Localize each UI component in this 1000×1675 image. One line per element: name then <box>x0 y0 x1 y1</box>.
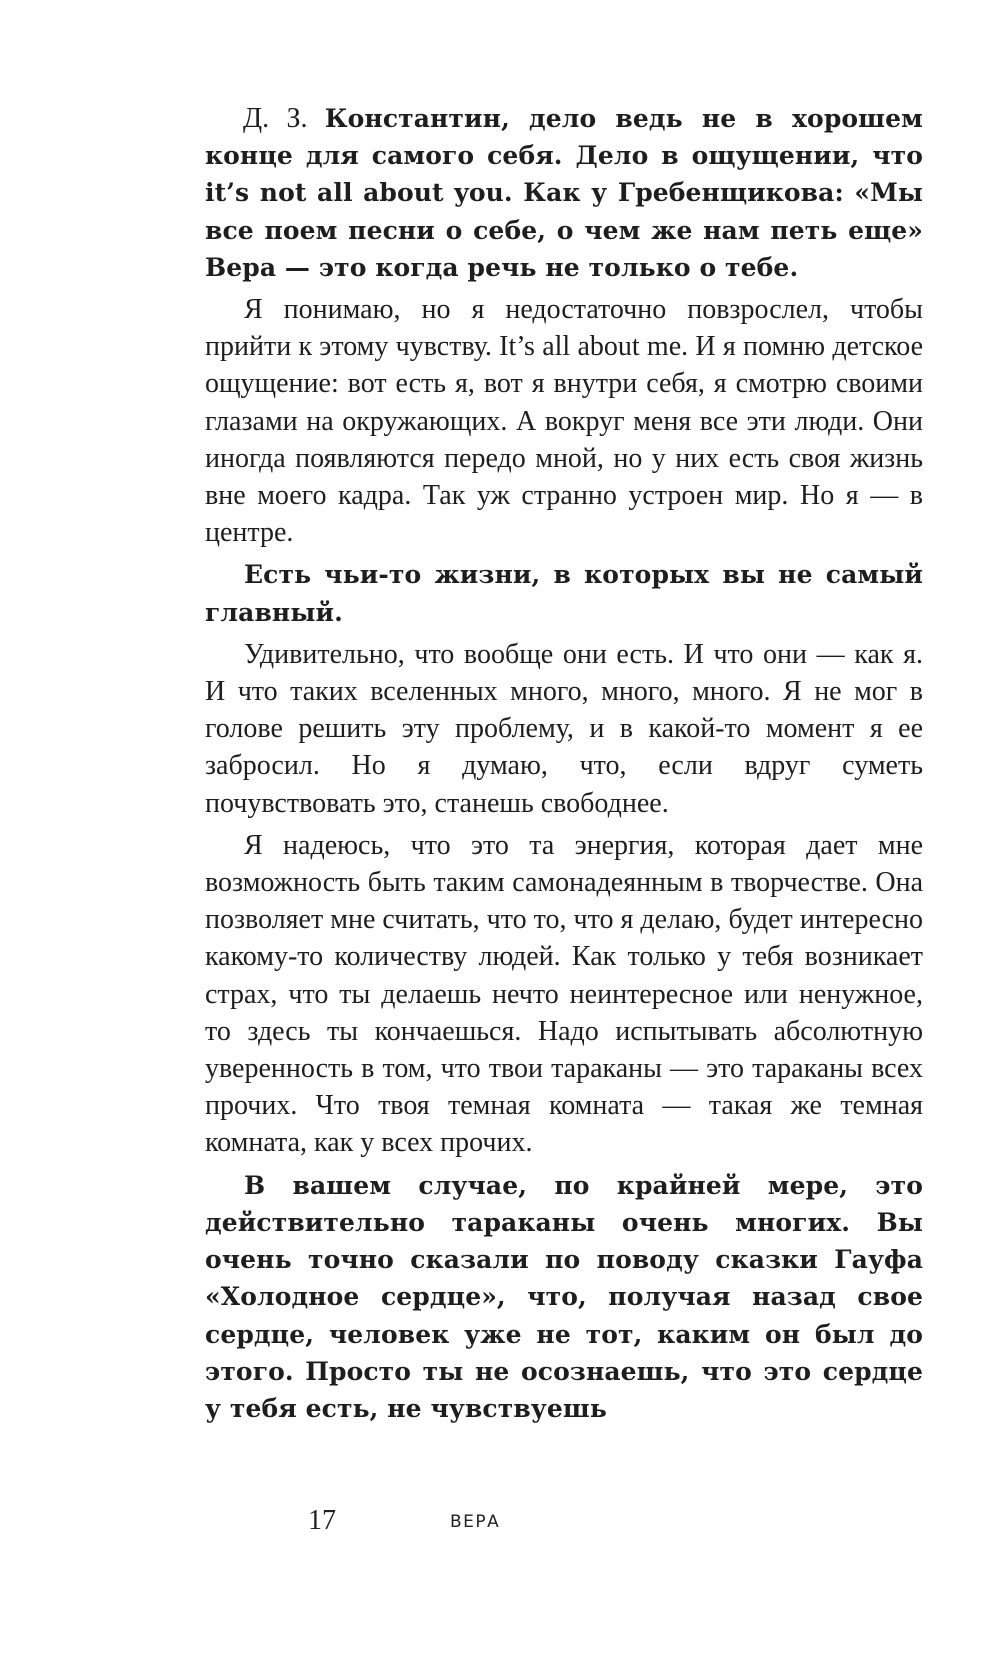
answer-paragraph: Удивительно, что вообще они есть. И что они — как я. И что таких вселенных много, много, много. Я не мог в голове решить эту проблему, и в какой-то момент я ее забросил. Но я думаю, что, если вдруг суметь почувствовать это, станешь свободнее. <box>205 638 923 819</box>
running-head: ВЕРА <box>450 1512 501 1532</box>
question-paragraph: Есть чьи-то жизни, в которых вы не самый главный. <box>205 560 923 627</box>
page-number: 17 <box>308 1505 336 1536</box>
interviewer-paragraph <box>205 100 923 286</box>
page-body <box>205 100 923 1432</box>
speaker-initials: Д. З. <box>243 103 308 134</box>
interviewer-question: Константин, дело ведь не в хорошем конце для самого себя. Дело в ощущении, что it’s not all about you. Как у Гребенщикова: «Мы все поем песни о себе, о чем же нам петь еще» Вера — это когда речь не только о тебе. <box>205 104 923 282</box>
page-footer <box>0 1505 1000 1545</box>
answer-paragraph: Я надеюсь, что это та энергия, которая дает мне возможность быть таким самонадеянным в творчестве. Она позволяет мне считать, что то, что я делаю, будет интересно какому-то количеству людей. Как только у тебя возникает страх, что ты делаешь нечто неинтересное или ненужное, то здесь ты кончаешься. Надо испытывать абсолютную уверенность в том, что твои тараканы — это тараканы всех прочих. Что твоя темная комната — такая же темная комната, как у всех прочих. <box>205 829 923 1159</box>
question-paragraph: В вашем случае, по крайней мере, это действительно тараканы очень многих. Вы очень точно сказали по поводу сказки Гауфа «Холодное сердце», что, получая назад свое сердце, человек уже не тот, каким он был до этого. Просто ты не осознаешь, что это сердце у тебя есть, не чувствуешь <box>205 1170 923 1423</box>
answer-paragraph: Я понимаю, но я недостаточно повзрослел, чтобы прийти к этому чувству. It’s all about me. И я помню детское ощущение: вот есть я, вот я внутри себя, я смотрю своими глазами на окружающих. А вокруг меня все эти люди. Они иногда появляются передо мной, но у них есть своя жизнь вне моего кадра. Так уж странно устроен мир. Но я — в центре. <box>205 294 923 549</box>
